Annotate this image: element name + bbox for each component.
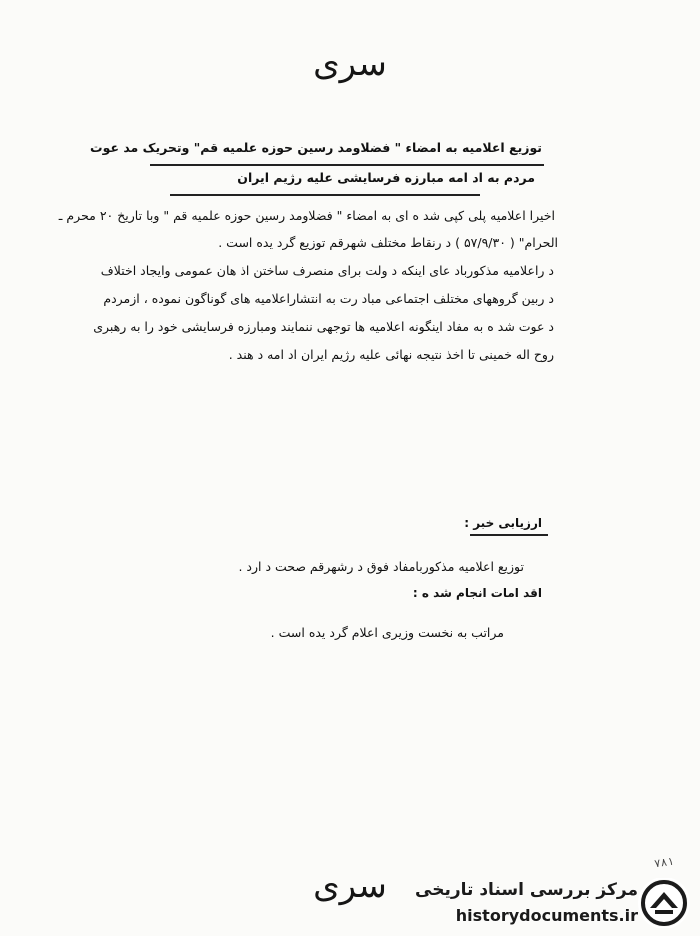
body-line-4: د ربین گروههای مختلف اجتماعی مباد رت به انتشاراعلامیه های گوناگون نموده ، ازمردم (103, 291, 554, 306)
actions-heading: اقد امات انجام شد ه : (412, 586, 542, 600)
assessment-heading-rule (470, 534, 548, 536)
assessment-heading: ارزیابی خبر : (464, 516, 542, 530)
classification-header: سری (313, 44, 387, 84)
watermark-archive-name: مرکز بررسی اسناد تاریخی (415, 880, 638, 900)
actions-text: مراتب به نخست وزیری اعلام گرد یده است . (270, 625, 504, 640)
archive-watermark (416, 876, 696, 932)
archive-logo-icon (636, 878, 692, 928)
subject-line-2: مردم به اد امه مبارزه فرسایشی علیه رژیم ایران (237, 170, 535, 185)
body-line-2: الحرام" ( ۵۷/۹/۳۰ ) د رنقاط مختلف شهرقم توزیع گرد یده است . (218, 235, 558, 250)
body-line-1: اخیرا اعلامیه پلی کپی شد ه ای به امضاء " فضلاومد رسین حوزه علمیه قم " وبا تاریخ ۲۰ محرم ـ (58, 208, 555, 223)
body-line-5: د عوت شد ه به مفاد اینگونه اعلامیه ها توجهی ننمایند ومبارزه فرسایشی خود را به رهبری (93, 319, 554, 334)
marginal-note: ۷۸۱ (653, 854, 675, 871)
body-line-6: روح اله خمینی تا اخذ نتیجه نهائی علیه رژیم ایران اد امه د هند . (228, 347, 554, 362)
subject-line-1: توزیع اعلامیه به امضاء " فضلاومد رسین حوزه علمیه قم" وتحریک مد عوت (90, 140, 542, 155)
body-line-3: د راعلامیه مذکورباد عای اینکه د ولت برای منصرف ساختن اذ هان عمومی وایجاد اختلاف (100, 263, 554, 278)
subject-underline-2 (170, 194, 480, 196)
subject-underline-1 (150, 164, 544, 166)
classification-footer: سری (313, 866, 387, 906)
watermark-url[interactable]: historydocuments.ir (455, 906, 638, 925)
assessment-text: توزیع اعلامیه مذکوربامفاد فوق د رشهرقم صحت د ارد . (238, 559, 524, 574)
